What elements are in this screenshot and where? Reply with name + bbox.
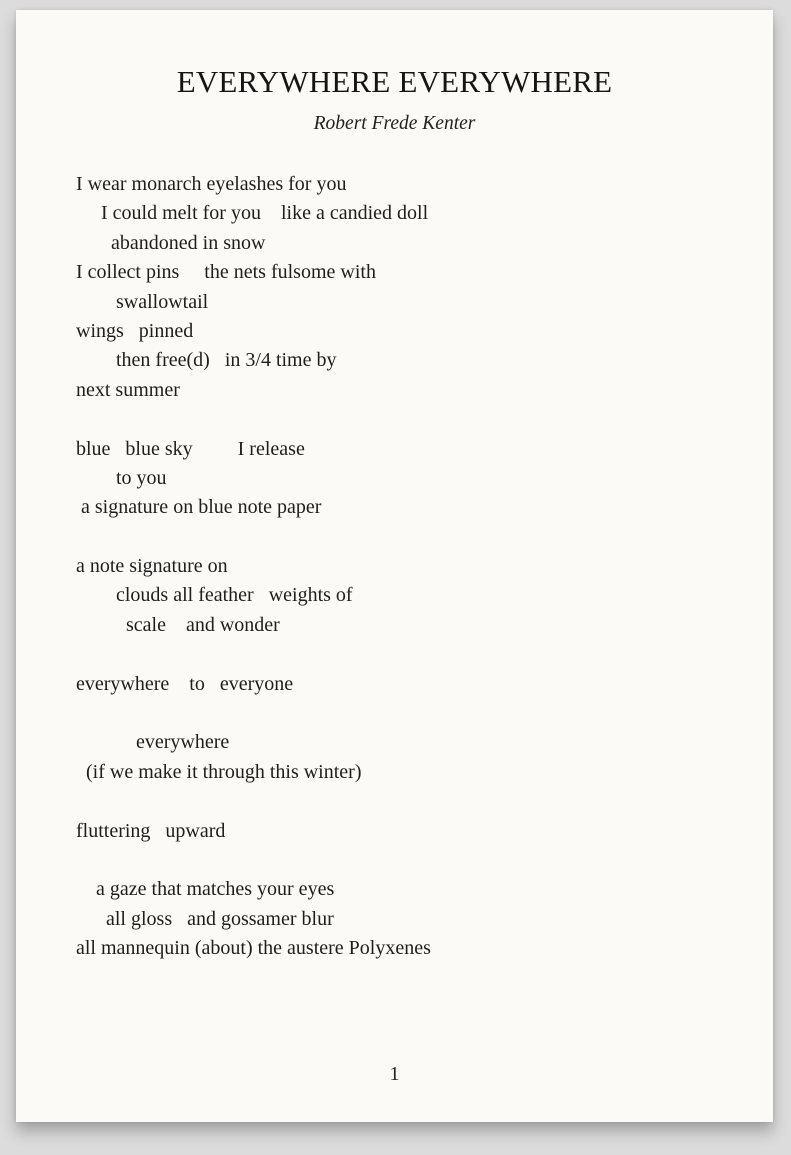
document-page <box>16 10 773 1122</box>
poem-line: I wear monarch eyelashes for you <box>76 173 347 195</box>
poem-author: Robert Frede Kenter <box>313 113 476 134</box>
poem-line: all gloss and gossamer blur <box>76 907 334 930</box>
poem-line <box>76 699 431 728</box>
poem-line: a note signature on <box>76 555 228 578</box>
poem-line: I could melt for you like a candied doll <box>76 202 429 225</box>
poem-line: everywhere to everyone <box>76 672 294 695</box>
poem-line: (if we make it through this winter) <box>76 760 362 783</box>
poem-line <box>76 787 431 816</box>
poem-line <box>76 640 431 669</box>
page-number: 1 <box>389 1063 400 1085</box>
poem-line: clouds all feather weights of <box>76 584 353 607</box>
poem-line: next summer <box>76 378 180 401</box>
poem-line: blue blue sky I release <box>76 437 305 460</box>
poem-line <box>76 405 431 434</box>
poem-line: wings pinned <box>76 319 194 342</box>
poem-line <box>76 846 431 875</box>
poem-line: I collect pins the nets fulsome with <box>76 261 376 284</box>
poem-title: EVERYWHERE EVERYWHERE <box>176 64 613 99</box>
poem-body <box>76 170 431 964</box>
poem-line: abandoned in snow <box>76 231 266 254</box>
poem-line <box>76 523 431 552</box>
poem-line: all mannequin (about) the austere Polyxenes <box>76 937 431 960</box>
poem-line: fluttering upward <box>76 819 226 842</box>
poem-line: a gaze that matches your eyes <box>76 878 335 901</box>
poem-line: a signature on blue note paper <box>76 496 322 519</box>
poem-line: scale and wonder <box>76 613 280 636</box>
poem-line: to you <box>76 466 167 489</box>
poem-line: everywhere <box>76 731 230 754</box>
poem-line: then free(d) in 3/4 time by <box>76 349 337 372</box>
poem-line: swallowtail <box>76 290 209 313</box>
